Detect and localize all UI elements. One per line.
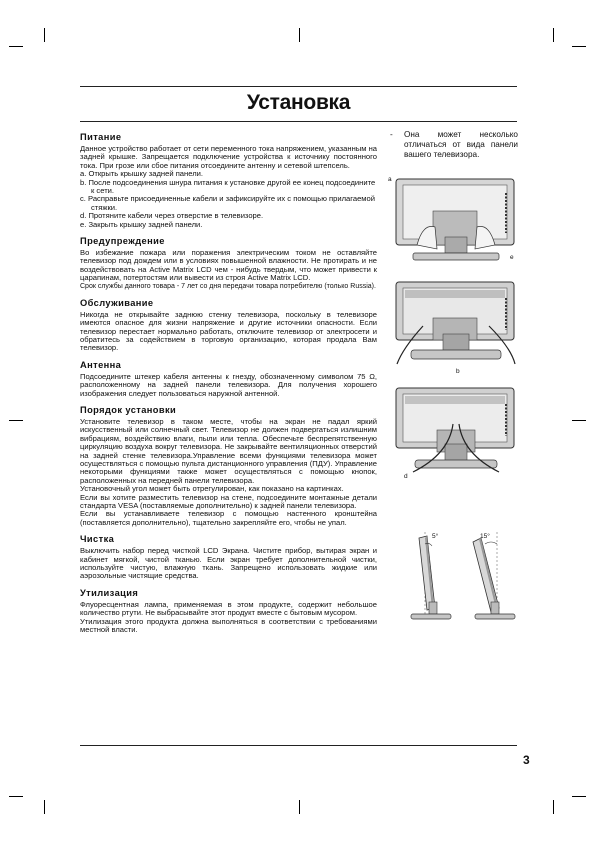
page-title: Установка — [246, 91, 351, 114]
power-item-b: b. После подсоединения шнура питания к установке другой ее конец подсоедините к сети. — [80, 177, 376, 196]
power-item-a: a. Открыть крышку задней панели. — [80, 169, 203, 179]
power-item-d: d. Протяните кабели через отверстие в телевизоре. — [80, 211, 264, 221]
figure-label-b: b — [456, 368, 460, 375]
page-number: 3 — [523, 753, 530, 767]
section-heading-cleaning: Чистка — [80, 534, 115, 545]
crop-mark — [9, 420, 23, 421]
antenna-body: Подсоедините штекер кабеля антенны к гнезду, обозначенному символом 75 Ω, расположенному на задней панели телевизора. Для получения хорошего изображения следует пользоваться наружной антенной. — [80, 371, 377, 398]
placement-body: Установите телевизор в таком месте, чтобы на экран не падал яркий искусственный или солнечный свет. Телевизор не должен подвергаться излишним вибрациям, воздействию влаги, пыли или тепла. Обеспечьте беспрепятственную циркуляцию воздуха вокруг телевизора. Не закрывайте вентиляционных отверстий на задней стенке телевизора.Управление всеми функциями телевизора может осуществляться с помощью пульта дистанционного управления (ПДУ). Управление некоторыми функциями также может осуществляться с помощью кнопок, расположенных на передней панели телевизора. — [80, 416, 377, 485]
figure-cables — [393, 278, 519, 366]
figure-label-d: d — [404, 473, 408, 480]
placement-body-2: Установочный угол может быть отрегулирован, как показано на картинках. — [80, 484, 344, 494]
crop-mark — [9, 46, 23, 47]
section-heading-disposal: Утилизация — [80, 587, 139, 598]
power-item-c: c. Расправьте присоединенные кабели и зафиксируйте их с помощью прилагаемой стяжки. — [80, 194, 375, 212]
section-heading-power: Питание — [80, 132, 122, 142]
warning-body: Во избежание пожара или поражения электрическим током не оставляйте телевизор под дождем или в условиях повышенной влажности. Не протирать и не воздействовать на Active Matrix LCD чем - нибудь твердым, что может привести к царапинам, потертостям или вывести из строя Active Matrix LCD. — [80, 248, 377, 283]
title-bar — [80, 86, 517, 122]
disposal-body: Флуоресцентная лампа, применяемая в этом продукте, содержит небольшое количество ртути. Не выбрасывайте этот продукт вместе с бытовым мусором. — [80, 599, 377, 618]
side-note — [390, 130, 518, 160]
placement-body-3: Если вы хотите разместить телевизор на стене, подсоедините монтажные детали стандарта VESA (поставляемые дополнительно) к задней панели телевизора. — [80, 492, 377, 510]
angle-label-back: 15° — [480, 533, 490, 540]
power-body: Данное устройство работает от сети переменного тока напряжением, указанным на задней крышке. Запрещается подключение устройства к источнику постоянного тока. При грозе или сбое питания отсоедините антенну и сетевой штепсель. — [80, 144, 377, 170]
crop-mark — [553, 28, 554, 42]
note-text: Она может несколько отличаться от вида панели вашего телевизора. — [404, 130, 518, 159]
service-body: Никогда не открывайте заднюю стенку телевизора, поскольку в телевизоре имеются опасное для жизни напряжение и другие источники опасности. Если телевизор перестает нормально работать, отключите телевизор от электросети и обратитесь за содействием в торговую организацию, которая продала Вам телевизор. — [80, 309, 377, 353]
section-heading-placement: Порядок установки — [80, 404, 177, 415]
section-heading-warning: Предупреждение — [80, 236, 165, 247]
power-item-e: e. Закрыть крышку задней панели. — [80, 219, 203, 229]
crop-mark — [44, 28, 45, 42]
figure-cable-holder — [393, 384, 519, 476]
crop-mark — [572, 420, 586, 421]
crop-mark — [572, 796, 586, 797]
disposal-body-2: Утилизация этого продукта должна выполняться в соответствии с требованиями местной власти. — [80, 616, 377, 635]
crop-mark — [553, 800, 554, 814]
crop-mark — [572, 46, 586, 47]
cleaning-body: Выключить набор перед чисткой LCD Экрана. Чистите прибор, вытирая экран и кабинет мягкой, чистой тканью. Если экран требует дополнительной чистки, используйте чистую, влажную ткань. Запрещено использовать жидкие или аэрозольные чистящие средства. — [80, 546, 377, 581]
figure-back-cover — [393, 175, 519, 263]
figure-tilt-angle-back — [465, 528, 520, 623]
crop-mark — [299, 800, 300, 814]
figure-label-a: a — [388, 176, 392, 183]
section-heading-service: Обслуживание — [80, 297, 154, 308]
left-column — [80, 130, 377, 634]
crop-mark — [44, 800, 45, 814]
crop-mark — [299, 28, 300, 42]
angle-label-front: 5° — [432, 533, 439, 540]
placement-body-4: Если вы устанавливаете телевизор с помощью настенного кронштейна (поставляется дополнительно), тщательно закрепляйте его, чтобы не упал. — [80, 509, 377, 527]
warning-note: Срок службы данного товара - 7 лет со дня передачи товара потребителю (только Russia). — [80, 282, 376, 290]
figure-tilt-angle-front — [405, 528, 460, 623]
figure-label-e: e — [510, 254, 514, 261]
note-dash: - — [390, 130, 393, 139]
section-heading-antenna: Антенна — [80, 359, 122, 370]
footer-rule — [80, 745, 517, 746]
crop-mark — [9, 796, 23, 797]
